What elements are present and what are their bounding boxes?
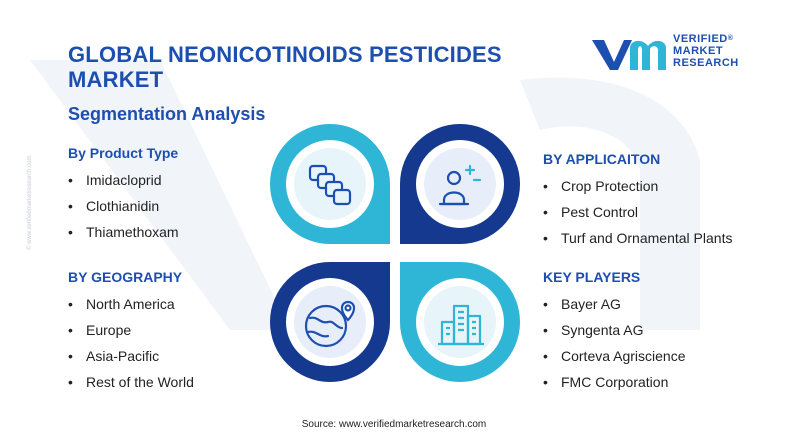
list-item	[68, 193, 179, 219]
list-item	[543, 199, 732, 225]
source-footer: Source: www.verifiedmarketresearch.com	[301, 419, 487, 430]
side-watermark-text: © www.verifiedmarketresearch.com	[27, 155, 33, 250]
bullet: •	[68, 296, 73, 312]
bullet: •	[543, 178, 548, 194]
list-item-label: Asia-Pacific	[86, 348, 160, 364]
list-item	[68, 317, 194, 343]
bullet: •	[68, 322, 73, 338]
page-subtitle: Segmentation Analysis	[68, 104, 266, 124]
list-item-label: Bayer AG	[561, 296, 621, 312]
petal-bottom-right	[400, 262, 520, 382]
bullet: •	[543, 322, 548, 338]
list-item-label: North America	[86, 296, 175, 312]
section-heading: By Product Type	[68, 145, 179, 161]
list-item	[543, 173, 732, 199]
page-title: GLOBAL NEONICOTINOIDS PESTICIDES MARKET	[68, 42, 502, 92]
list-item-label: Crop Protection	[561, 178, 659, 194]
section-heading: KEY PLAYERS	[543, 269, 641, 285]
section-geography	[68, 269, 194, 395]
list-item-label: Pest Control	[561, 204, 639, 220]
list-item-label: Clothianidin	[86, 198, 160, 214]
list-item	[543, 225, 732, 251]
list-item-label: Rest of the World	[86, 374, 194, 390]
bullet: •	[543, 374, 548, 390]
bullet: •	[68, 348, 73, 364]
section-key-players	[543, 269, 686, 395]
section-product-type	[68, 145, 179, 245]
list-item-label: FMC Corporation	[561, 374, 669, 390]
logo-line1: VERIFIED	[673, 33, 728, 45]
list-item-label: Turf and Ornamental Plants	[561, 230, 733, 246]
bullet: •	[68, 198, 73, 214]
list-item	[68, 343, 194, 369]
bullet: •	[543, 204, 548, 220]
list-item	[68, 369, 194, 395]
list-item	[68, 219, 179, 245]
list-item-label: Corteva Agriscience	[561, 348, 686, 364]
logo-line3: RESEARCH	[673, 57, 739, 69]
bullet: •	[68, 374, 73, 390]
list-item-label: Europe	[86, 322, 132, 338]
petal-top-right	[400, 124, 520, 244]
section-application	[543, 151, 732, 251]
section-heading: BY GEOGRAPHY	[68, 269, 183, 285]
bullet: •	[543, 230, 548, 246]
bullet: •	[68, 172, 73, 188]
list-item	[543, 369, 686, 395]
section-heading: BY APPLICAITON	[543, 151, 661, 167]
list-item	[68, 291, 194, 317]
logo-text	[673, 33, 739, 69]
list-item	[543, 291, 686, 317]
registered-mark: ®	[727, 35, 734, 42]
bullet: •	[543, 348, 548, 364]
bullet: •	[543, 296, 548, 312]
bullet: •	[68, 224, 73, 240]
list-item	[543, 343, 686, 369]
segmentation-graphic	[268, 122, 522, 394]
logo-line2: MARKET	[673, 45, 724, 57]
list-item	[543, 317, 686, 343]
list-item-label: Thiamethoxam	[86, 224, 179, 240]
list-item	[68, 167, 179, 193]
list-item-label: Syngenta AG	[561, 322, 644, 338]
list-item-label: Imidacloprid	[86, 172, 162, 188]
